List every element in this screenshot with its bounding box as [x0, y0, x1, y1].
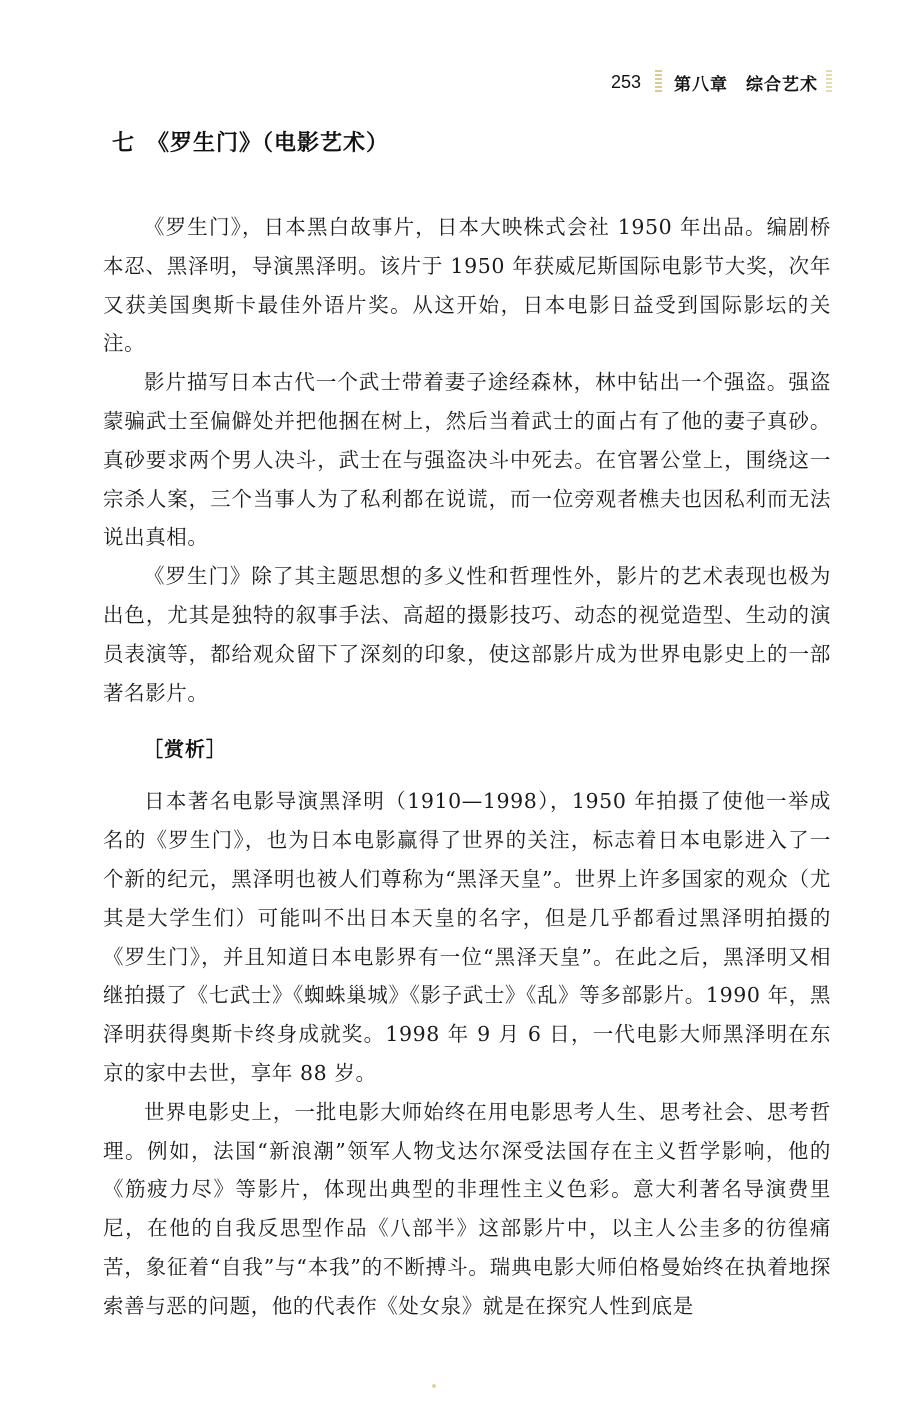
running-header: [611, 66, 832, 98]
intro-paragraph-3: 《罗生门》除了其主题思想的多义性和哲理性外，影片的艺术表现也极为出色，尤其是独特的叙事手法、高超的摄影技巧、动态的视觉造型、生动的演员表演等，都给观众留下了深刻的印象，使这部影片成为世界电影史上的一部著名影片。: [103, 564, 831, 705]
footer-dot-icon: [432, 1384, 436, 1388]
intro-paragraph-1: 《罗生门》，日本黑白故事片，日本大映株式会社 1950 年出品。编剧桥本忍、黑泽明，导演黑泽明。该片于 1950 年获威尼斯国际电影节大奖，次年又获美国奥斯卡最佳外语片奖。从这开始，日本电影日益受到国际影坛的关注。: [103, 215, 831, 356]
intro-paragraph-2: 影片描写日本古代一个武士带着妻子途经森林，林中钻出一个强盗。强盗蒙骗武士至偏僻处并把他捆在树上，然后当着武士的面占有了他的妻子真砂。真砂要求两个男人决斗，武士在与强盗决斗中死去。在官署公堂上，围绕这一宗杀人案，三个当事人为了私利都在说谎，而一位旁观者樵夫也因私利而无法说出真相。: [103, 370, 831, 550]
analysis-paragraph-1: 日本著名电影导演黑泽明（1910—1998），1950 年拍摄了使他一举成名的《罗生门》，也为日本电影赢得了世界的关注，标志着日本电影进入了一个新的纪元，黑泽明也被人们尊称为“黑泽天皇”。世界上许多国家的观众（尤其是大学生们）可能叫不出日本天皇的名字，但是几乎都看过黑泽明拍摄的《罗生门》，并且知道日本电影界有一位“黑泽天皇”。在此之后，黑泽明又相继拍摄了《七武士》《蜘蛛巢城》《影子武士》《乱》等多部影片。1990 年，黑泽明获得奥斯卡终身成就奖。1998 年 9 月 6 日，一代电影大师黑泽明在东京的家中去世，享年 88 岁。: [103, 789, 831, 1085]
analysis-paragraph-2: 世界电影史上，一批电影大师始终在用电影思考人生、思考社会、思考哲理。例如，法国“新浪潮”领军人物戈达尔深受法国存在主义哲学影响，他的《筋疲力尽》等影片，体现出典型的非理性主义色彩。意大利著名导演费里尼，在他的自我反思型作品《八部半》这部影片中，以主人公圭多的彷徨痛苦，象征着“自我”与“本我”的不断搏斗。瑞典电影大师伯格曼始终在执着地探索善与恶的问题，他的代表作《处女泉》就是在探究人性到底是: [103, 1099, 831, 1318]
header-ornament-icon: [655, 70, 662, 94]
page-number: 253: [610, 71, 641, 92]
body-text: [103, 208, 831, 1326]
chapter-title: 第八章 综合艺术: [674, 74, 818, 95]
header-ornament-right-icon: [826, 70, 832, 94]
section-heading: 七 《罗生门》（电影艺术）: [112, 131, 390, 156]
analysis-heading: ［赏析］: [143, 737, 227, 762]
